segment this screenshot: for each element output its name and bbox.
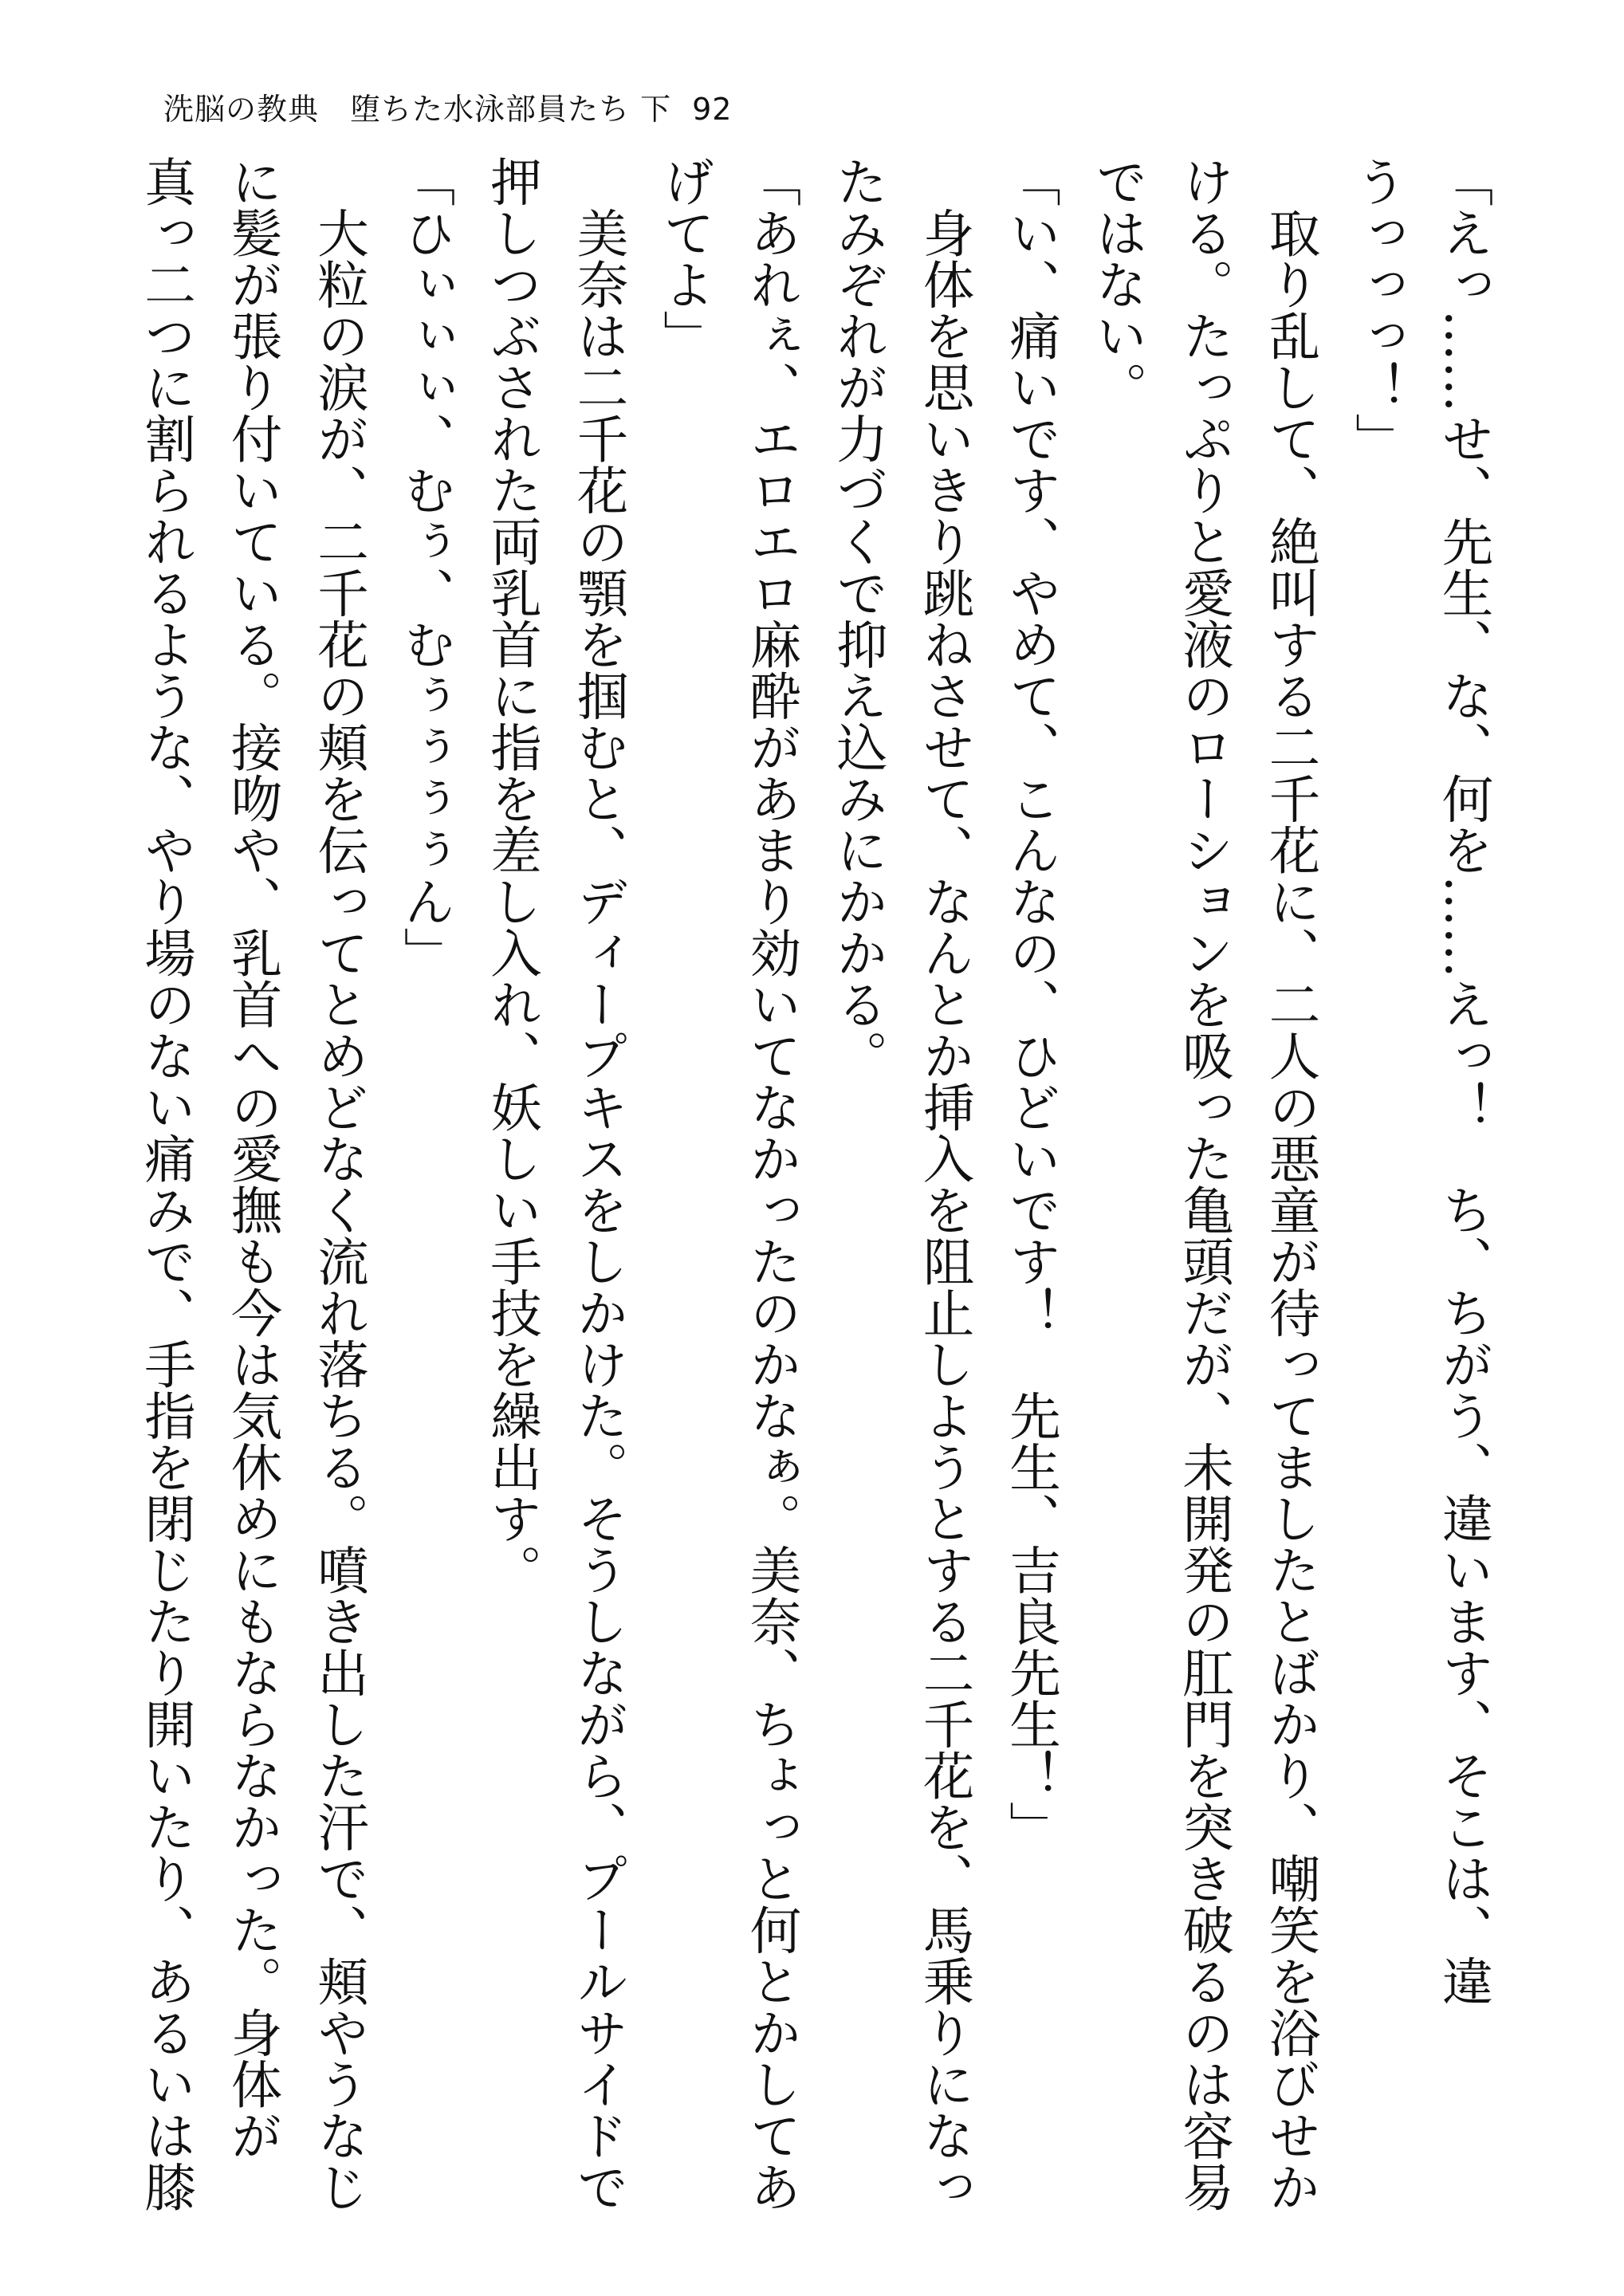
text-line: に髪が張り付いている。接吻や、乳首への愛撫も今は気休めにもならなかった。身体が (222, 155, 282, 2161)
vertical-body-text (115, 155, 1506, 2212)
text-line: ではない。 (1087, 155, 1147, 413)
running-header (163, 92, 733, 127)
text-line: 「えっ……せ、先生、な、何を……えっ！ ち、ちがう、違います、そこは、違 (1433, 155, 1493, 2007)
text-line: ける。たっぷりと愛液のローションを吸った亀頭だが、未開発の肛門を突き破るのは容易 (1174, 155, 1234, 2212)
running-title: 洗脳の教典 堕ちた水泳部員たち 下 (163, 92, 672, 127)
text-line: たみぞれが力づくで抑え込みにかかる。 (828, 155, 888, 1081)
text-line: 「い、痛いです、やめて、こんなの、ひどいです！ 先生、吉良先生！」 (1001, 155, 1061, 1853)
text-line: 「ひぃぃぃ、むぅ、むぅぅぅぅん」 (395, 155, 455, 978)
text-line: 押しつぶされた両乳首に指を差し入れ、妖しい手技を繰出す。 (482, 155, 542, 1595)
text-line: 真っ二つに割られるような、やり場のない痛みで、手指を閉じたり開いたり、あるいは膝 (136, 155, 196, 2212)
text-line: うっっっ！」 (1347, 155, 1407, 464)
page-number: 92 (692, 92, 733, 127)
text-line: げてよ」 (655, 155, 715, 361)
text-line: 身体を思いきり跳ねさせて、なんとか挿入を阻止しようとする二千花を、馬乗りになっ (914, 155, 974, 2212)
text-line: 美奈は二千花の顎を掴むと、ディープキスをしかけた。そうしながら、プールサイドで (568, 155, 628, 2212)
text-line: 取り乱して、絶叫する二千花に、二人の悪童が待ってましたとばかり、嘲笑を浴びせか (1260, 155, 1320, 2212)
text-line: 「あれぇ、エロエロ麻酔があまり効いてなかったのかなぁ。美奈、ちょっと何とかしてあ (741, 155, 801, 2212)
text-line: 大粒の涙が、二千花の頬を伝ってとめどなく流れ落ちる。噴き出した汗で、頬やうなじ (309, 155, 369, 2212)
